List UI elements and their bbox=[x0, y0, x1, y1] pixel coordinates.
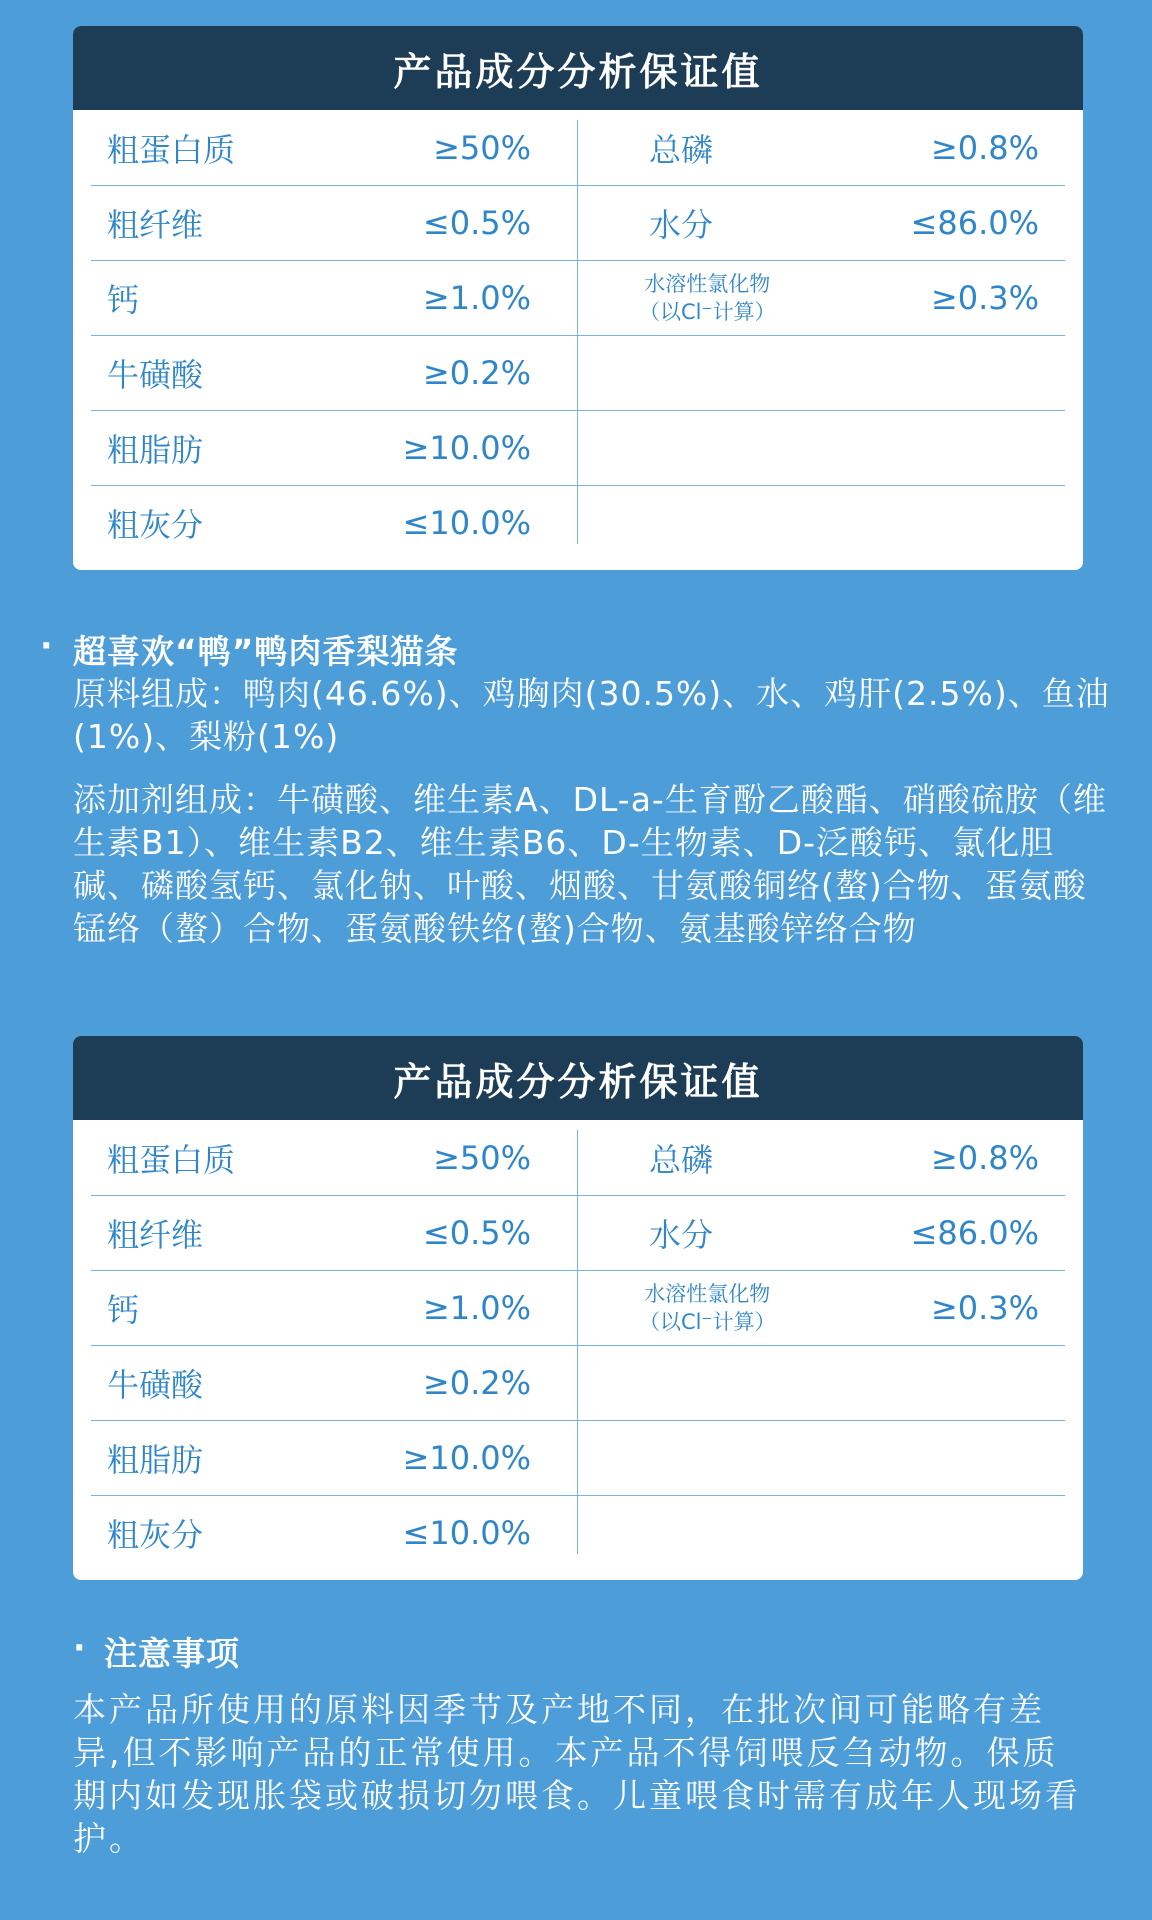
nutrient-name-line1: 水溶性氯化物 bbox=[644, 271, 771, 296]
nutrient-name bbox=[639, 1270, 776, 1345]
nutrient-value: ≤0.5% bbox=[422, 203, 531, 242]
table-row bbox=[91, 1495, 1065, 1570]
table-row bbox=[91, 1120, 1065, 1196]
notice-text: 本产品所使用的原料因季节及产地不同，在批次间可能略有差异,但不影响产品的正常使用。本产品不得饲喂反刍动物。保质期内如发现胀袋或破损切勿喂食。儿童喂食时需有成年人现场看护。 bbox=[73, 1690, 1081, 1858]
nutrient-name: 粗纤维 bbox=[107, 205, 204, 244]
product-title: 超喜欢“鸭”鸭肉香梨猫条 bbox=[73, 632, 459, 671]
ingredients-text: 原料组成：鸭肉(46.6%)、鸡胸肉(30.5%)、水、鸡肝(2.5%)、鱼油(1%)、梨粉(1%) bbox=[73, 674, 1110, 756]
analysis-table-2 bbox=[73, 1036, 1083, 1580]
table-row bbox=[91, 335, 1065, 411]
nutrient-value: ≤86.0% bbox=[910, 1213, 1039, 1252]
nutrient-value: ≤10.0% bbox=[402, 1513, 531, 1552]
table-row bbox=[91, 410, 1065, 486]
nutrient-name bbox=[639, 260, 776, 335]
nutrient-value: ≥1.0% bbox=[422, 1288, 531, 1327]
nutrient-name-line2: （以Cl⁻计算） bbox=[639, 299, 776, 324]
nutrient-value: ≥10.0% bbox=[402, 428, 531, 467]
table-title: 产品成分分析保证值 bbox=[73, 26, 1083, 110]
nutrient-name: 钙 bbox=[107, 280, 140, 319]
nutrient-value: ≤0.5% bbox=[422, 1213, 531, 1252]
nutrient-name: 钙 bbox=[107, 1290, 140, 1329]
nutrient-value: ≥0.8% bbox=[930, 1138, 1039, 1177]
nutrient-name: 粗脂肪 bbox=[107, 430, 204, 469]
table-row bbox=[91, 1270, 1065, 1346]
nutrient-value: ≤86.0% bbox=[910, 203, 1039, 242]
nutrient-name: 粗蛋白质 bbox=[107, 130, 236, 169]
nutrient-name: 牛磺酸 bbox=[107, 355, 204, 394]
nutrient-value: ≥0.2% bbox=[422, 353, 531, 392]
nutrient-name: 粗脂肪 bbox=[107, 1440, 204, 1479]
table-row bbox=[91, 1345, 1065, 1421]
nutrient-name: 水分 bbox=[649, 1215, 714, 1254]
nutrient-name: 粗灰分 bbox=[107, 505, 204, 544]
nutrient-value: ≥0.2% bbox=[422, 1363, 531, 1402]
nutrient-name: 粗纤维 bbox=[107, 1215, 204, 1254]
notice-bullet: · bbox=[73, 1628, 87, 1667]
nutrient-name: 粗灰分 bbox=[107, 1515, 204, 1554]
nutrient-name: 总磷 bbox=[649, 1140, 714, 1179]
nutrient-value: ≥10.0% bbox=[402, 1438, 531, 1477]
nutrient-value: ≥1.0% bbox=[422, 278, 531, 317]
table-row bbox=[91, 260, 1065, 336]
table-row bbox=[91, 1420, 1065, 1496]
table-row bbox=[91, 1195, 1065, 1271]
nutrient-name: 粗蛋白质 bbox=[107, 1140, 236, 1179]
nutrient-value: ≥50% bbox=[433, 128, 531, 167]
table-row bbox=[91, 485, 1065, 560]
nutrient-name-line2: （以Cl⁻计算） bbox=[639, 1309, 776, 1334]
nutrient-value: ≥50% bbox=[433, 1138, 531, 1177]
nutrient-name: 水分 bbox=[649, 205, 714, 244]
nutrient-value: ≤10.0% bbox=[402, 503, 531, 542]
table-row bbox=[91, 185, 1065, 261]
analysis-table-1 bbox=[73, 26, 1083, 570]
nutrient-name: 牛磺酸 bbox=[107, 1365, 204, 1404]
table-row bbox=[91, 110, 1065, 186]
notice-title: 注意事项 bbox=[104, 1634, 240, 1673]
nutrient-value: ≥0.3% bbox=[930, 1288, 1039, 1327]
nutrient-name: 总磷 bbox=[649, 130, 714, 169]
nutrient-name-line1: 水溶性氯化物 bbox=[644, 1281, 771, 1306]
product-bullet: · bbox=[40, 626, 54, 665]
additives-text: 添加剂组成：牛磺酸、维生素A、DL-a-生育酚乙酸酯、硝酸硫胺（维生素B1）、维生素B2、维生素B6、D-生物素、D-泛酸钙、氯化胆碱、磷酸氢钙、氯化钠、叶酸、烟酸、甘氨酸铜络(螯)合物、蛋氨酸锰络（螯）合物、蛋氨酸铁络(螯)合物、氨基酸锌络合物 bbox=[73, 780, 1107, 948]
nutrient-value: ≥0.8% bbox=[930, 128, 1039, 167]
nutrient-value: ≥0.3% bbox=[930, 278, 1039, 317]
table-title: 产品成分分析保证值 bbox=[73, 1036, 1083, 1120]
